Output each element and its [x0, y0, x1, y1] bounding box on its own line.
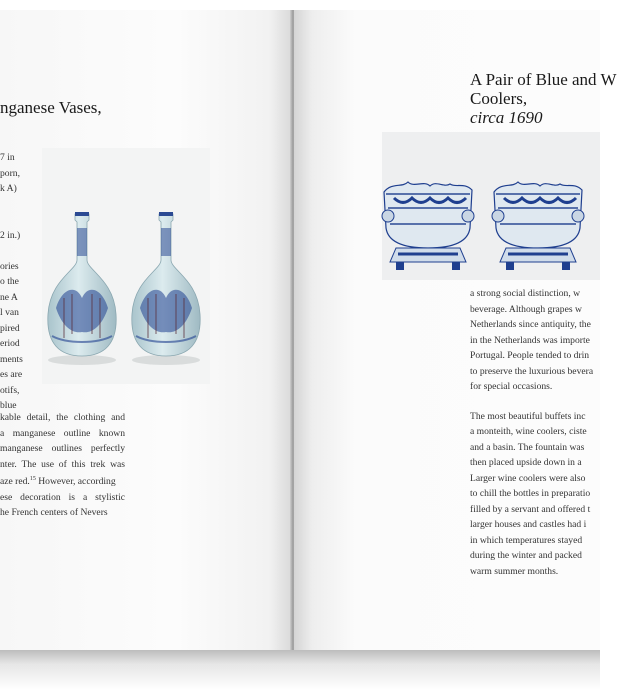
text-line: then placed upside down in a: [470, 457, 582, 468]
text-line: [0, 243, 24, 259]
text-line: in which temperatures stayed: [470, 534, 583, 546]
left-lower-paragraph: [0, 410, 125, 521]
text-line: and a basin. The fountain was: [470, 441, 585, 453]
text-line: [0, 472, 125, 490]
text-line: ories: [0, 260, 19, 272]
right-page-title: [470, 70, 617, 127]
text-line: kable detail, the clothing and: [0, 412, 125, 423]
text-line: o the: [0, 276, 19, 287]
text-line: es are: [0, 369, 23, 380]
text-line: in the Netherlands was importe: [470, 334, 590, 346]
text-line: ne A: [0, 291, 18, 303]
text-line: Portugal. People tended to drin: [470, 350, 590, 361]
text-line: ments: [0, 353, 23, 365]
vase-pair-illustration: [42, 148, 210, 384]
right-cooler: [492, 182, 584, 270]
wine-coolers-illustration: [382, 132, 600, 280]
text-fragment: However, according: [35, 476, 116, 488]
text-line: during the winter and packed: [470, 550, 582, 561]
left-vase: [48, 212, 116, 365]
text-line: blue: [0, 400, 17, 411]
text-fragment: aze red.: [0, 476, 30, 488]
left-page: [0, 10, 292, 650]
text-line: otifs,: [0, 384, 20, 396]
left-cooler: [382, 182, 474, 270]
left-page-title: nganese Vases,: [0, 98, 102, 117]
vases-photo: [42, 148, 210, 384]
text-line: eriod: [0, 338, 20, 349]
text-line: l van: [0, 307, 19, 318]
text-line: nter. The use of this trek was: [0, 458, 125, 470]
text-line: for special occasions.: [470, 381, 553, 392]
text-line: filled by a servant and offered t: [470, 503, 591, 515]
text-line: warm summer months.: [470, 565, 559, 577]
book-shadow: [0, 650, 600, 690]
text-line: a monteith, wine coolers, ciste: [470, 426, 587, 437]
text-line: beverage. Although grapes w: [470, 303, 582, 315]
text-line: a strong social distinction, w: [470, 288, 581, 299]
coolers-photo: [382, 132, 600, 280]
text-line: ese decoration is a stylistic: [0, 491, 125, 503]
text-line: pired: [0, 322, 20, 334]
text-line: Netherlands since antiquity, the: [470, 319, 591, 330]
text-line: porn,: [0, 167, 20, 179]
left-upper-text-fragments: [0, 150, 24, 414]
text-line: The most beautiful buffets inc: [470, 410, 586, 422]
title-line: Coolers,: [470, 89, 528, 108]
text-line: 2 in.): [0, 229, 21, 241]
text-line: to preserve the luxurious bevera: [470, 365, 594, 377]
text-line: [0, 212, 24, 228]
text-line: [0, 197, 24, 213]
right-page: [294, 10, 617, 650]
right-vase: [132, 212, 200, 365]
text-line: larger houses and castles had i: [470, 519, 587, 530]
footnote-ref: 15: [29, 476, 36, 482]
title-line: A Pair of Blue and W: [470, 70, 617, 89]
text-line: k A): [0, 183, 17, 194]
text-line: Larger wine coolers were also: [470, 472, 586, 484]
text-line: a manganese outline known: [0, 427, 125, 439]
text-line: he French centers of Nevers: [0, 507, 108, 519]
text-line: 7 in: [0, 152, 15, 163]
text-line: manganese outlines perfectly: [0, 443, 125, 454]
title-date: circa 1690: [470, 108, 543, 127]
text-line: to chill the bottles in preparatio: [470, 488, 591, 499]
right-body-text: [470, 286, 600, 579]
